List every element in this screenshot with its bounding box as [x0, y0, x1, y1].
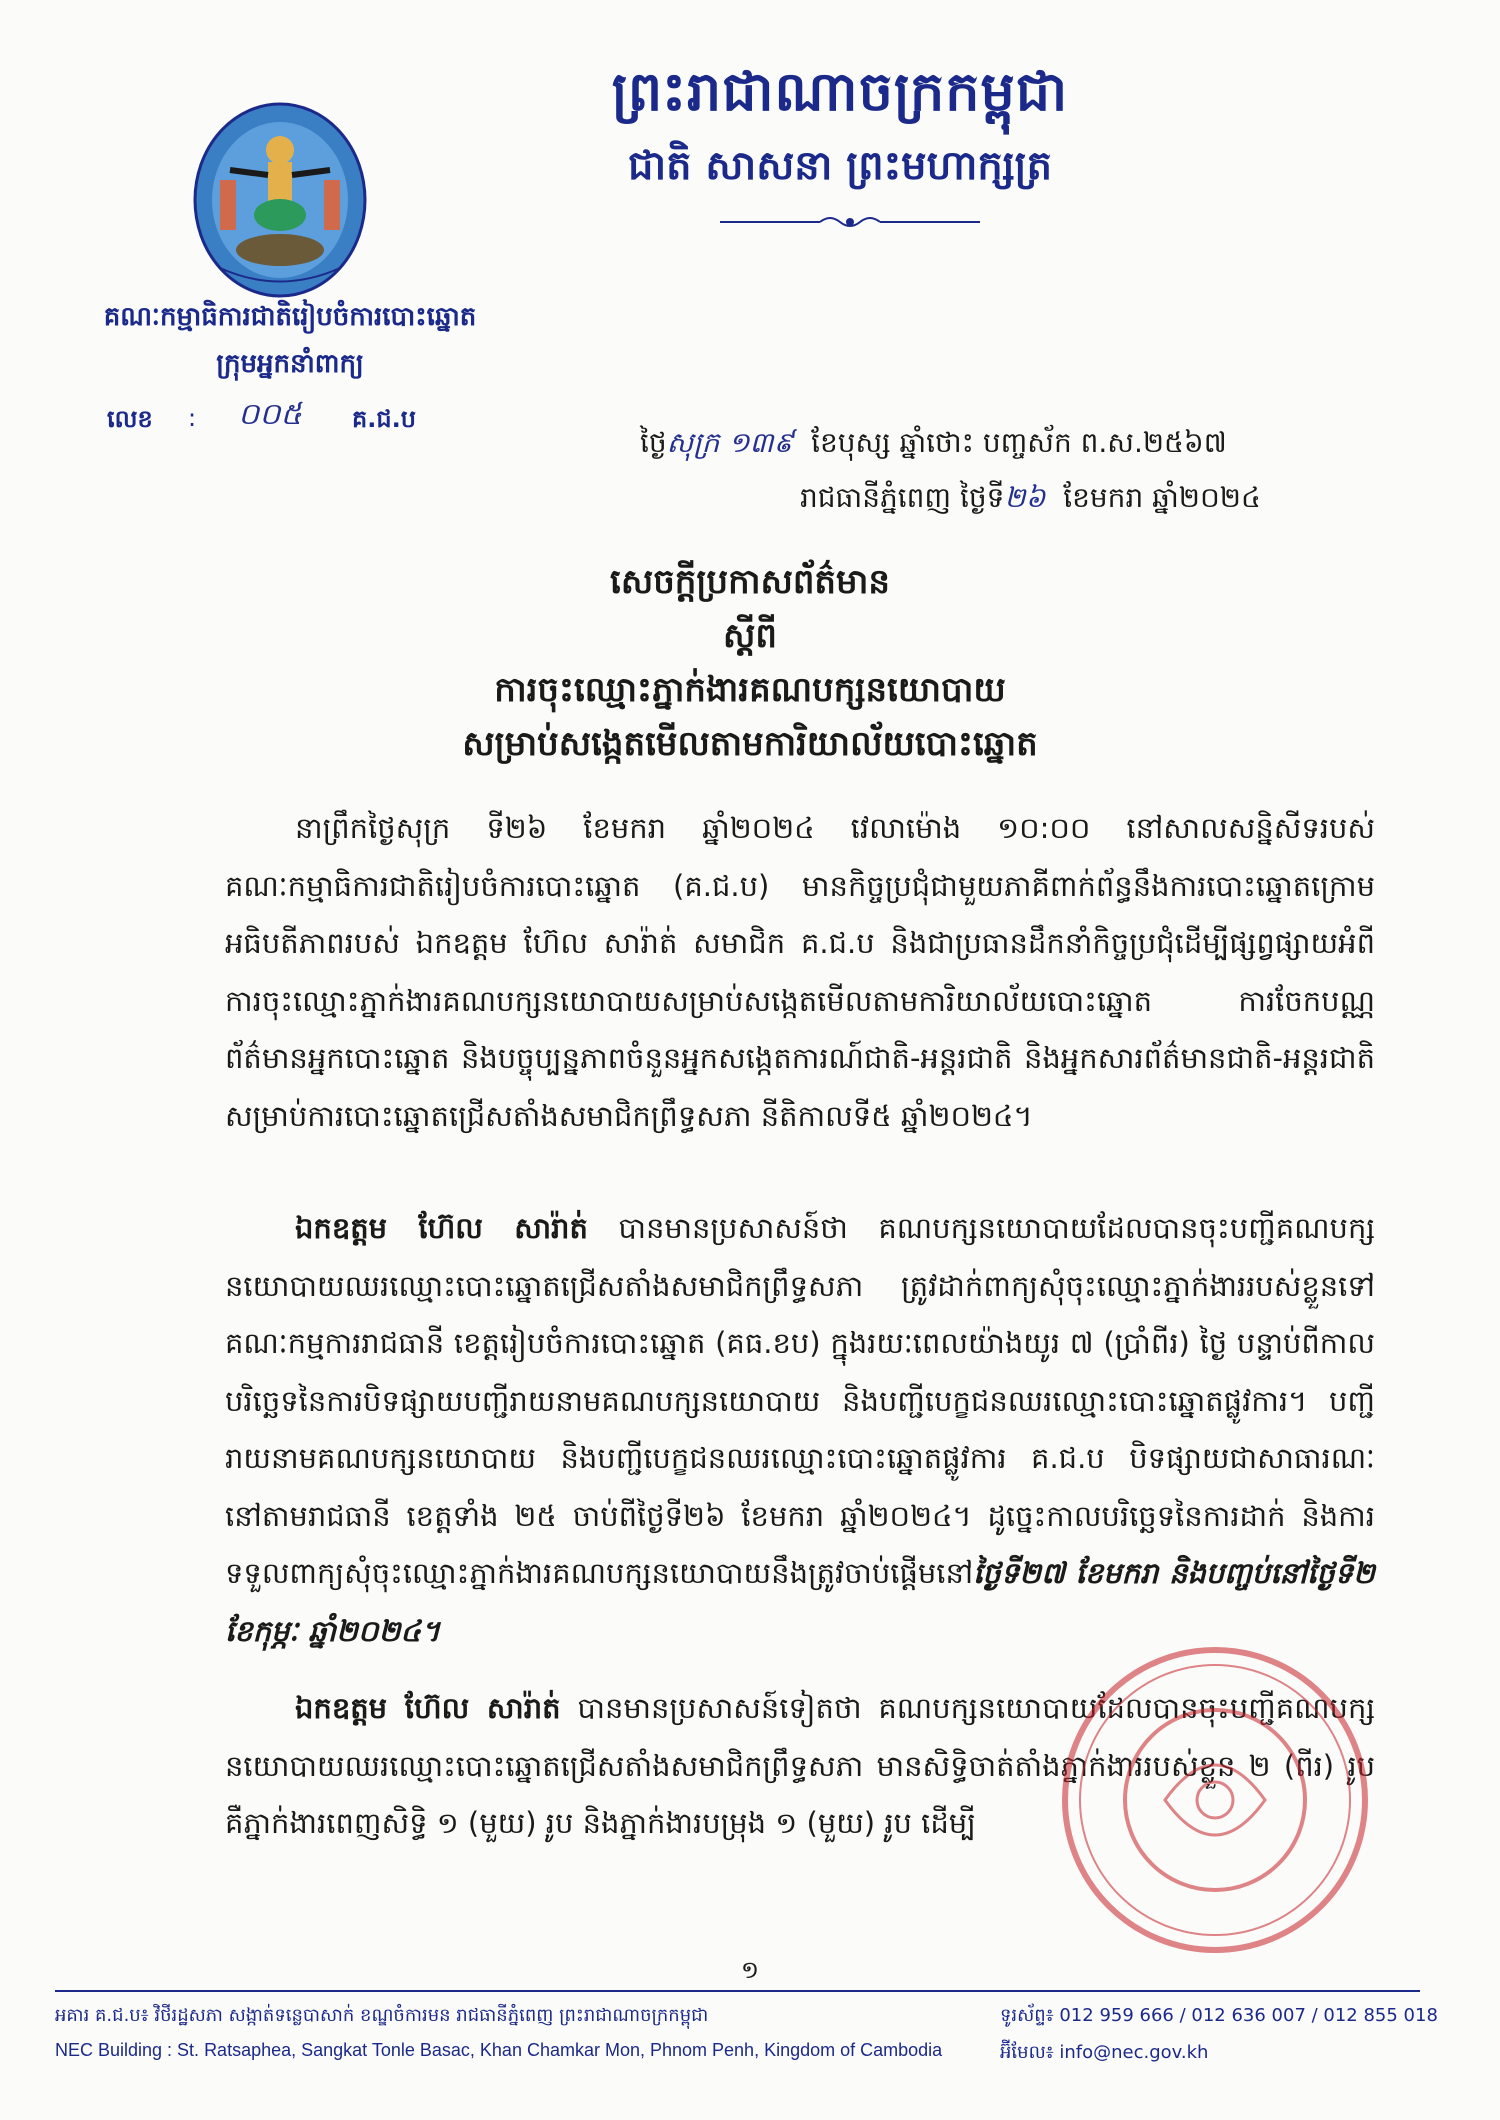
- lunar-date: [640, 425, 1370, 466]
- official-seal-icon: [1055, 1640, 1375, 1960]
- solar-day-handwritten: ២៦: [1004, 481, 1046, 514]
- paragraph-2-text: បានមានប្រសាសន៍ថា គណបក្សនយោបាយដែលបានចុះបញ្ជីគណបក្សនយោបាយឈរឈ្មោះបោះឆ្នោតជ្រើសតាំងសមាជិកព្រឹទ្ធសភា ត្រូវដាក់ពាក្យសុំចុះឈ្មោះភ្នាក់ងាររបស់ខ្លួនទៅគណៈកម្មការរាជធានី ខេត្តរៀបចំការបោះឆ្នោត (គធ.ខប) ក្នុងរយៈពេលយ៉ាងយូរ ៧ (ប្រាំពីរ) ថ្ងៃ បន្ទាប់ពីកាលបរិច្ឆេទនៃការបិទផ្សាយបញ្ជីរាយនាមគណបក្សនយោបាយ និងបញ្ជីបេក្ខជនឈរឈ្មោះបោះឆ្នោតផ្លូវការ។ បញ្ជីរាយនាមគណបក្សនយោបាយ និងបញ្ជីបេក្ខជនឈរឈ្មោះបោះឆ្នោតផ្លូវការ គ.ជ.ប បិទផ្សាយជាសាធារណៈ នៅតាមរាជធានី ខេត្តទាំង ២៥ ចាប់ពីថ្ងៃទី២៦ ខែមករា ឆ្នាំ២០២៤។ ដូច្នេះកាលបរិច្ឆេទនៃការដាក់ និងការទទួលពាក្យសុំចុះឈ្មោះភ្នាក់ងារគណបក្សនយោបាយនឹងត្រូវចាប់ផ្ដើមនៅ: [225, 1211, 1375, 1590]
- document-title: សេចក្ដីប្រកាសព័ត៌មាន: [610, 562, 890, 602]
- footer-phone-label: ទូរស័ព្ទ៖: [1000, 2005, 1054, 2026]
- footer-email: [1000, 2040, 1208, 2067]
- lunar-date-suffix: ខែបុស្ស ឆ្នាំថោះ បញ្ចស័ក ព.ស.២៥៦៧: [811, 426, 1227, 459]
- title-subject-line-2: សម្រាប់សង្កេតមើលតាមការិយាល័យបោះឆ្នោត: [462, 724, 1038, 764]
- paragraph-2-emphasis: ថ្ងៃទី២៧ ខែមករា និងបញ្ចប់នៅថ្ងៃទី២ ខែកុម្ភៈ ឆ្នាំ២០២៤។: [225, 1556, 1375, 1648]
- paragraph-2-lead: ឯកឧត្តម ហ៊ែល សារ៉ាត់: [295, 1211, 588, 1245]
- national-motto: ជាតិ សាសនា ព្រះមហាក្សត្រ: [628, 142, 1052, 189]
- org-unit: ក្រុមអ្នកនាំពាក្យ: [216, 349, 364, 379]
- paragraph-1-text: នាព្រឹកថ្ងៃសុក្រ ទី២៦ ខែមករា ឆ្នាំ២០២៤ វេលាម៉ោង ១០:០០ នៅសាលសន្និសីទរបស់គណៈកម្មាធិការជាតិរៀបចំការបោះឆ្នោត (គ.ជ.ប) មានកិច្ចប្រជុំជាមួយភាគីពាក់ព័ន្ធនឹងការបោះឆ្នោតក្រោមអធិបតីភាពរបស់ ឯកឧត្តម ហ៊ែល សារ៉ាត់ សមាជិក គ.ជ.ប និងជាប្រធានដឹកនាំកិច្ចប្រជុំដើម្បីផ្សព្វផ្សាយអំពី ការចុះឈ្មោះភ្នាក់ងារគណបក្សនយោបាយសម្រាប់សង្កេតមើលតាមការិយាល័យបោះឆ្នោត ការចែកបណ្ណព័ត៌មានអ្នកបោះឆ្នោត និងបច្ចុប្បន្នភាពចំនួនអ្នកសង្កេតការណ៍ជាតិ-អន្តរជាតិ និងអ្នកសារព័ត៌មានជាតិ-អន្តរជាតិ សម្រាប់ការបោះឆ្នោតជ្រើសតាំងសមាជិកព្រឹទ្ធសភា នីតិកាលទី៥ ឆ្នាំ២០២៤។: [225, 811, 1375, 1133]
- footer-address-en: NEC Building : St. Ratsaphea, Sangkat Tonle Basac, Khan Chamkar Mon, Phnom Penh, Kingdom of Cambodia: [55, 2040, 943, 2060]
- solar-date: [800, 480, 1370, 521]
- solar-date-prefix: រាជធានីភ្នំពេញ ថ្ងៃទី: [800, 481, 1005, 514]
- solar-date-suffix: ខែមករា ឆ្នាំ២០២៤: [1063, 481, 1261, 514]
- paragraph-2: [225, 1200, 1375, 1660]
- title-subject-label: ស្ដីពី: [723, 616, 777, 656]
- title-subject-line-1: ការចុះឈ្មោះភ្នាក់ងារគណបក្សនយោបាយ: [494, 670, 1006, 710]
- ornament-divider: [720, 212, 980, 232]
- footer-divider: [55, 1990, 1420, 1992]
- org-name: គណៈកម្មាធិការជាតិរៀបចំការបោះឆ្នោត: [103, 302, 477, 332]
- paragraph-1: [225, 800, 1375, 1145]
- lunar-date-prefix: ថ្ងៃ: [640, 426, 667, 459]
- reference-colon: :: [188, 404, 197, 432]
- reference-label: លេខ: [107, 405, 153, 433]
- lunar-day-handwritten: សុក្រ ១៣៩: [666, 426, 794, 459]
- kingdom-heading: ព្រះរាជាណាចក្រកម្ពុជា: [611, 59, 1069, 123]
- footer-phone: [1000, 2003, 1438, 2030]
- footer-email-address[interactable]: info@nec.gov.kh: [1059, 2042, 1209, 2063]
- paragraph-3-text: បានមានប្រសាសន៍ទៀតថា គណបក្សនយោបាយដែលបានចុះបញ្ជីគណបក្សនយោបាយឈរឈ្មោះបោះឆ្នោតជ្រើសតាំងសមាជិកព្រឹទ្ធសភា មានសិទ្ធិចាត់តាំងភ្នាក់ងាររបស់ខ្លួន ២ (ពីរ) រូប គឺភ្នាក់ងារពេញសិទ្ធិ ១ (មួយ) រូប និងភ្នាក់ងារបម្រុង ១ (មួយ) រូប ដើម្បី: [225, 1691, 1375, 1840]
- nec-logo-icon: [190, 100, 370, 300]
- page-number: ១: [740, 1956, 760, 1984]
- paragraph-3-lead: ឯកឧត្តម ហ៊ែល សារ៉ាត់: [295, 1691, 561, 1725]
- footer-address-kh: អគារ គ.ជ.ប៖ វិថីរដ្ឋសភា សង្កាត់ទន្លេបាសាក់ ខណ្ឌចំការមន រាជធានីភ្នំពេញ ព្រះរាជាណាចក្រកម្ពុជា: [55, 2005, 709, 2026]
- footer-phone-numbers: 012 959 666 / 012 636 007 / 012 855 018: [1059, 2005, 1438, 2026]
- reference-code: គ.ជ.ប: [352, 405, 416, 433]
- reference-number: ០០៥: [238, 397, 302, 432]
- footer-email-label: អ៊ីមែល៖: [1000, 2042, 1054, 2063]
